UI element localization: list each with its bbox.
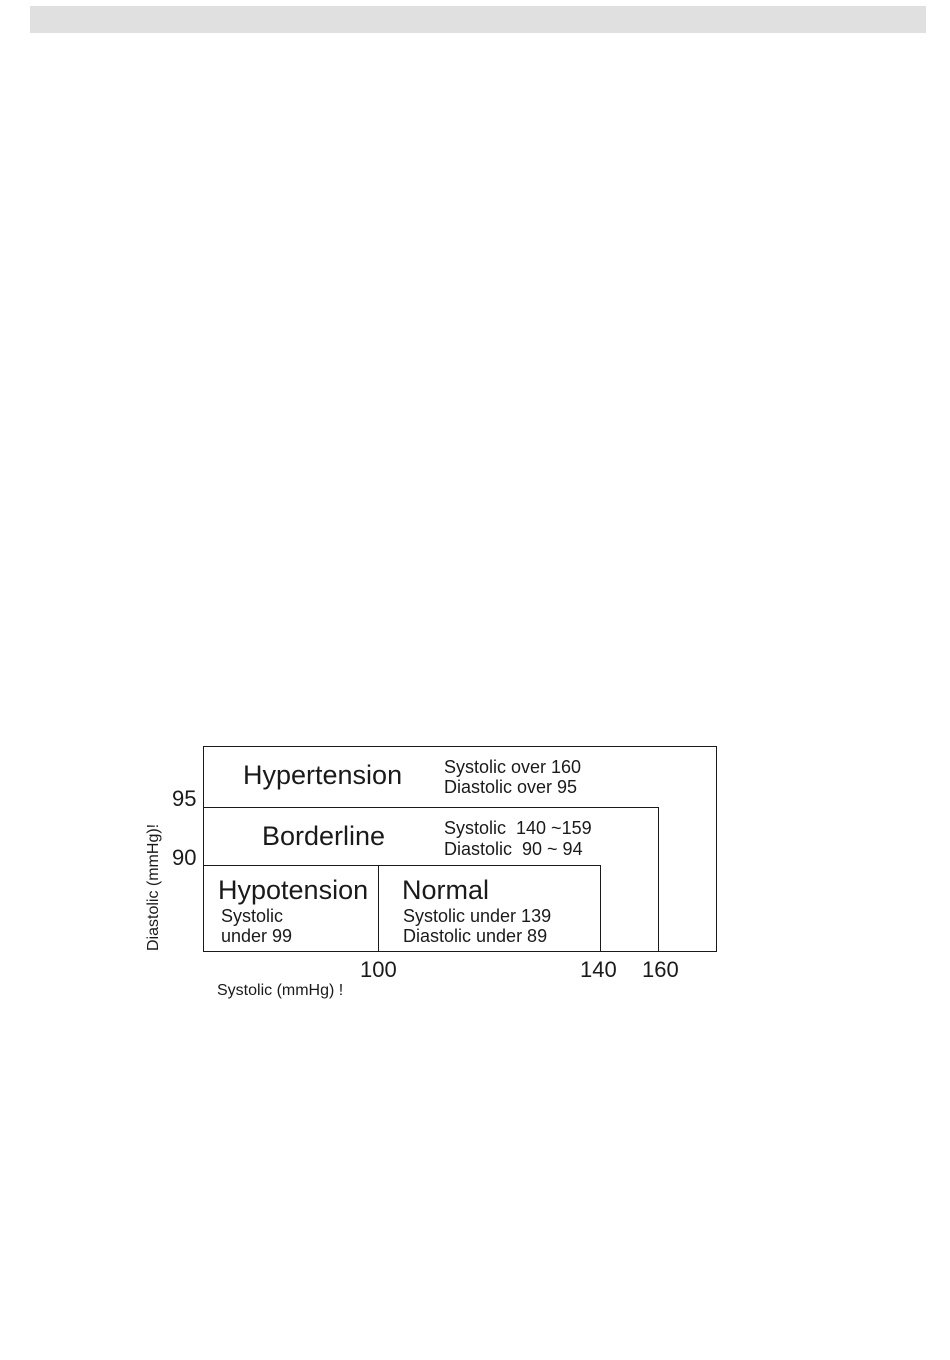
normal-title: Normal bbox=[402, 875, 490, 905]
hypotension-under: under 99 bbox=[221, 926, 293, 946]
normal-systolic: Systolic under 139 bbox=[403, 906, 552, 926]
x-tick-100: 100 bbox=[360, 957, 397, 982]
y-axis-label: Diastolic (mmHg)! bbox=[145, 823, 162, 951]
y-tick-95: 95 bbox=[172, 786, 197, 811]
normal-diastolic: Diastolic under 89 bbox=[403, 926, 548, 946]
x-tick-140: 140 bbox=[580, 957, 617, 982]
borderline-systolic: Systolic 140 ~159 bbox=[444, 818, 592, 838]
hypotension-systolic: Systolic bbox=[221, 906, 284, 926]
x-axis-label: Systolic (mmHg) ! bbox=[217, 982, 344, 999]
borderline-title: Borderline bbox=[262, 821, 386, 851]
hypertension-diastolic: Diastolic over 95 bbox=[444, 777, 578, 797]
hypotension-title: Hypotension bbox=[218, 875, 369, 905]
y-tick-90: 90 bbox=[172, 845, 197, 870]
hypertension-systolic: Systolic over 160 bbox=[444, 757, 582, 777]
header-bar bbox=[30, 6, 926, 33]
hypertension-title: Hypertension bbox=[243, 760, 403, 790]
x-tick-160: 160 bbox=[642, 957, 679, 982]
borderline-diastolic: Diastolic 90 ~ 94 bbox=[444, 839, 583, 859]
